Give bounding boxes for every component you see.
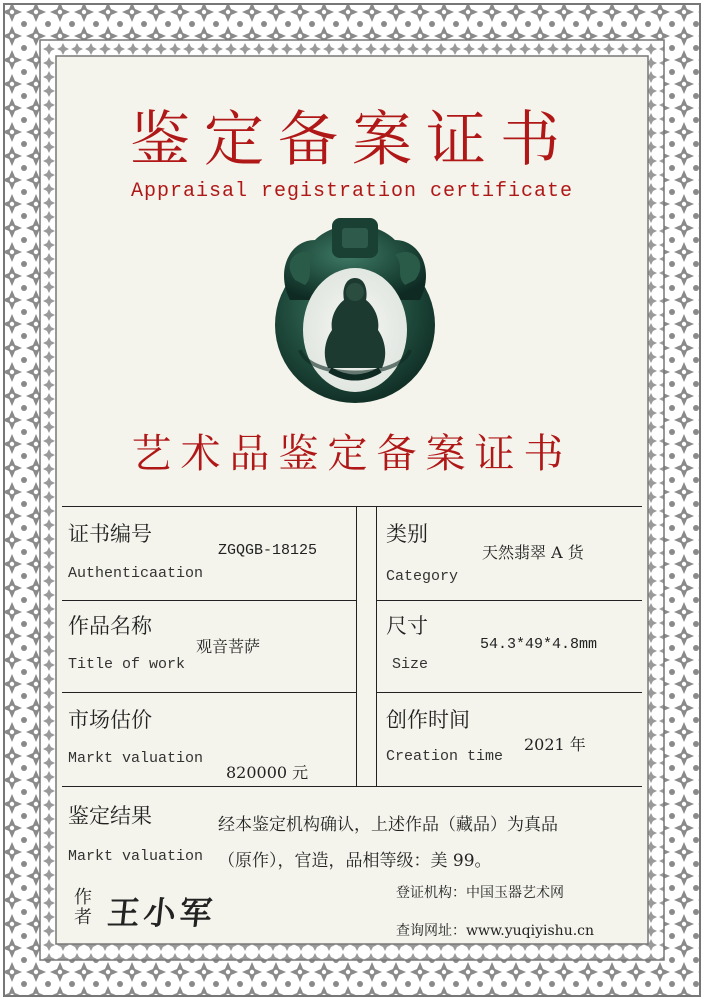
table-rule	[62, 600, 356, 601]
result-text-line1: 经本鉴定机构确认，上述作品（藏品）为真品	[218, 815, 558, 835]
certificate-title: 鉴定备案证书	[130, 105, 574, 175]
jade-pendant-image	[270, 210, 440, 410]
work-title-value: 观音菩萨	[196, 637, 261, 656]
creation-time-label: 创作时间	[386, 708, 470, 732]
table-rule	[376, 692, 642, 693]
creation-time-value: 2021 年	[524, 735, 586, 754]
result-label: 鉴定结果	[68, 804, 152, 828]
result-label-en: Markt valuation	[68, 848, 204, 865]
table-divider	[356, 506, 357, 786]
valuation-label-en: Markt valuation	[68, 750, 204, 767]
table-rule-top	[62, 506, 642, 507]
author-label-char: 者	[74, 907, 92, 928]
size-value: 54.3*49*4.8mm	[480, 636, 598, 653]
creation-time-label-en: Creation time	[386, 748, 504, 765]
website-text: 查询网址：www.yuqiyishu.cn	[396, 923, 595, 939]
category-value: 天然翡翠 A 货	[482, 543, 584, 562]
table-rule	[62, 786, 642, 787]
certificate-title-english: Appraisal registration certificate	[130, 180, 574, 203]
category-label: 类别	[386, 522, 428, 546]
table-divider	[376, 506, 377, 786]
table-rule	[376, 600, 642, 601]
certificate-no-value: ZGQGB-18125	[218, 542, 318, 559]
author-label-char: 作	[74, 887, 92, 908]
author-label	[74, 888, 92, 928]
category-label-en: Category	[386, 568, 459, 585]
result-text-line2: （原作），官造，品相等级：美 99。	[218, 851, 492, 871]
table-rule	[62, 692, 356, 693]
institution-text: 登证机构：中国玉器艺术网	[396, 885, 564, 901]
valuation-value: 820000 元	[226, 763, 309, 782]
certificate-no-label-en: Authenticaation	[68, 565, 204, 582]
size-label-en: Size	[392, 656, 429, 673]
size-label: 尺寸	[386, 614, 428, 638]
valuation-label: 市场估价	[68, 708, 152, 732]
author-signature: 王小军	[105, 894, 218, 932]
work-title-label-en: Title of work	[68, 656, 186, 673]
certificate-subtitle: 艺术品鉴定备案证书	[131, 431, 573, 477]
work-title-label: 作品名称	[68, 614, 152, 638]
certificate-no-label: 证书编号	[68, 522, 152, 546]
